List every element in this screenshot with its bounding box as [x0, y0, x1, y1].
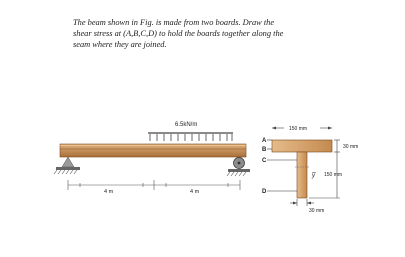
distributed-load — [148, 132, 233, 141]
span-dimension — [68, 180, 240, 190]
cross-section — [272, 140, 332, 198]
flange-thickness-dimension — [334, 140, 340, 152]
point-c-label: C — [262, 158, 267, 164]
span-right-label: 4 m — [190, 189, 200, 195]
centroid-label: y̅ — [312, 173, 315, 179]
web-width-dimension — [290, 199, 314, 206]
problem-line-2: shear stress at (A,B,C,D) to hold the boards together along the — [73, 29, 284, 39]
pin-support-left — [54, 157, 80, 174]
roller-support-right — [227, 158, 250, 177]
beam — [60, 144, 246, 157]
flange-width-label: 150 mm — [289, 126, 308, 132]
span-left-label: 4 m — [104, 189, 114, 195]
point-a-label: A — [262, 138, 267, 144]
point-b-label: B — [262, 147, 267, 153]
web-width-label: 30 mm — [309, 208, 325, 214]
load-label: 6.5kN/m — [175, 122, 198, 128]
flange-thickness-label: 30 mm — [343, 144, 359, 150]
problem-line-1: The beam shown in Fig. is made from two boards. Draw the — [73, 18, 275, 27]
web-depth-label: 150 mm — [324, 172, 343, 178]
problem-line-3: seam where they are joined. — [73, 40, 167, 50]
point-d-label: D — [262, 189, 267, 195]
